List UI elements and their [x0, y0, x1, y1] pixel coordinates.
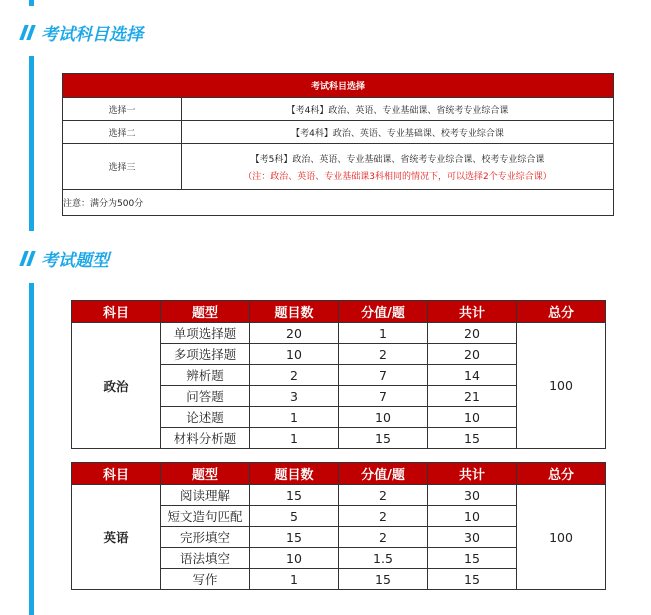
column-header: 共计	[428, 463, 517, 485]
points-per-question: 1.5	[339, 548, 428, 569]
question-type: 论述题	[161, 407, 250, 428]
points-per-question: 2	[339, 527, 428, 548]
question-type: 语法填空	[161, 548, 250, 569]
question-type: 写作	[161, 569, 250, 590]
column-header: 题目数	[250, 463, 339, 485]
subtotal: 14	[428, 365, 517, 386]
subtotal: 10	[428, 407, 517, 428]
total-score: 100	[517, 485, 606, 590]
column-header: 总分	[517, 301, 606, 323]
column-header: 分值/题	[339, 463, 428, 485]
politics-table	[71, 300, 606, 449]
points-per-question: 2	[339, 485, 428, 506]
question-type: 阅读理解	[161, 485, 250, 506]
points-per-question: 2	[339, 344, 428, 365]
total-score: 100	[517, 323, 606, 449]
question-type: 短文造句匹配	[161, 506, 250, 527]
decor-bar	[29, 56, 34, 231]
points-per-question: 10	[339, 407, 428, 428]
question-count: 20	[250, 323, 339, 344]
subtotal: 30	[428, 485, 517, 506]
points-per-question: 7	[339, 386, 428, 407]
subject-cell: 英语	[72, 485, 161, 590]
table-row	[72, 485, 606, 506]
column-header: 共计	[428, 301, 517, 323]
points-per-question: 1	[339, 323, 428, 344]
subtotal: 15	[428, 428, 517, 449]
option-label: 选择一	[63, 98, 182, 121]
question-type: 辨析题	[161, 365, 250, 386]
question-count: 2	[250, 365, 339, 386]
column-header: 题型	[161, 301, 250, 323]
question-count: 15	[250, 527, 339, 548]
subtotal: 20	[428, 323, 517, 344]
column-header: 题型	[161, 463, 250, 485]
subject-selection-table	[62, 73, 614, 216]
question-count: 15	[250, 485, 339, 506]
column-header: 总分	[517, 463, 606, 485]
subtotal: 10	[428, 506, 517, 527]
question-count: 1	[250, 569, 339, 590]
option-label: 选择三	[63, 144, 182, 190]
english-table	[71, 462, 606, 590]
question-count: 10	[250, 344, 339, 365]
question-type: 完形填空	[161, 527, 250, 548]
slash-icon	[22, 25, 33, 40]
question-type: 问答题	[161, 386, 250, 407]
subtotal: 21	[428, 386, 517, 407]
table-row	[63, 98, 614, 121]
points-per-question: 15	[339, 569, 428, 590]
option-content: 【考5科】政治、英语、专业基础课、省统考专业综合课、校考专业综合课	[250, 154, 545, 165]
column-header: 科目	[72, 301, 161, 323]
subtotal: 15	[428, 548, 517, 569]
points-per-question: 7	[339, 365, 428, 386]
section-title-text: 考试科目选择	[41, 24, 143, 45]
option-content: 【考4科】政治、英语、专业基础课、省统考专业综合课	[182, 98, 614, 121]
table-row	[63, 144, 614, 190]
question-type: 单项选择题	[161, 323, 250, 344]
table-row	[63, 121, 614, 144]
question-count: 5	[250, 506, 339, 527]
column-header: 科目	[72, 463, 161, 485]
points-per-question: 15	[339, 428, 428, 449]
question-type: 多项选择题	[161, 344, 250, 365]
option-label: 选择二	[63, 121, 182, 144]
slash-icon	[22, 251, 33, 266]
section-title-text: 考试题型	[41, 250, 109, 271]
option-content: 【考4科】政治、英语、专业基础课、校考专业综合课	[182, 121, 614, 144]
section-title-subjects	[22, 20, 143, 44]
section-title-types	[22, 246, 109, 270]
option-note: （注：政治、英语、专业基础课3科相同的情况下，可以选择2个专业综合课）	[243, 171, 552, 182]
subtotal: 20	[428, 344, 517, 365]
table-header: 考试科目选择	[63, 74, 614, 98]
question-count: 10	[250, 548, 339, 569]
question-count: 1	[250, 407, 339, 428]
table-footer-note: 注意：满分为500分	[63, 190, 614, 216]
decor-bar	[29, 0, 34, 6]
subtotal: 30	[428, 527, 517, 548]
decor-bar	[29, 283, 34, 615]
subtotal: 15	[428, 569, 517, 590]
question-type: 材料分析题	[161, 428, 250, 449]
question-count: 1	[250, 428, 339, 449]
column-header: 题目数	[250, 301, 339, 323]
points-per-question: 2	[339, 506, 428, 527]
table-row	[72, 323, 606, 344]
subject-cell: 政治	[72, 323, 161, 449]
column-header: 分值/题	[339, 301, 428, 323]
question-count: 3	[250, 386, 339, 407]
